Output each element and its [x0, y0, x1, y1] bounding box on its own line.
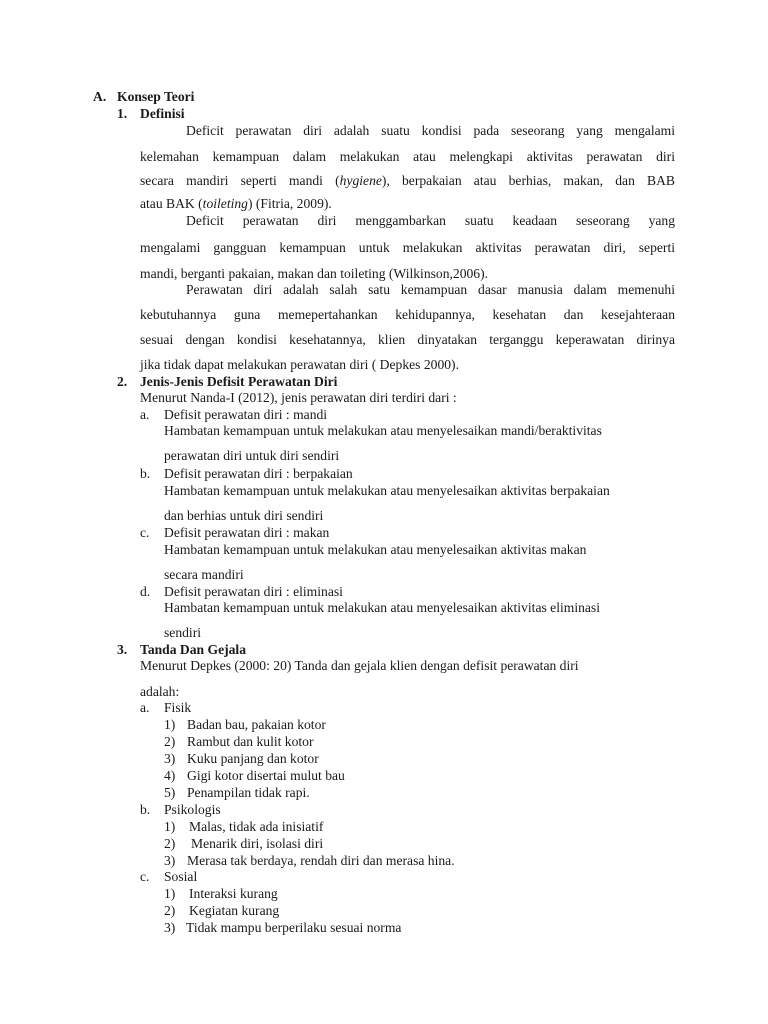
text-line: mengalami gangguan kemampuan untuk melakukan aktivitas perawatan diri, seperti	[140, 240, 675, 255]
list-letter: b.	[140, 466, 151, 481]
tanda-number: 3.	[117, 642, 128, 657]
list-item: Merasa tak berdaya, rendah diri dan merasa hina.	[187, 853, 455, 868]
list-number: 3)	[164, 920, 176, 935]
list-item: Menarik diri, isolasi diri	[191, 836, 324, 851]
toileting-term: toileting	[202, 196, 248, 211]
list-number: 2)	[164, 836, 176, 851]
group-title: Fisik	[164, 700, 192, 715]
list-number: 2)	[164, 903, 176, 918]
text-line: Deficit perawatan diri adalah suatu kondisi pada seseorang yang mengalami	[186, 123, 675, 138]
list-item-desc: sendiri	[164, 625, 201, 640]
jenis-number: 2.	[117, 374, 128, 389]
tanda-intro: adalah:	[140, 684, 180, 699]
list-number: 1)	[164, 886, 176, 901]
list-letter: d.	[140, 584, 151, 599]
list-item-title: Defisit perawatan diri : makan	[164, 525, 330, 540]
list-number: 2)	[164, 734, 176, 749]
list-number: 3)	[164, 751, 176, 766]
jenis-title: Jenis-Jenis Defisit Perawatan Diri	[140, 374, 338, 389]
text-line: Deficit perawatan diri menggambarkan suatu keadaan seseorang yang	[186, 213, 675, 228]
section-a-letter: A.	[93, 89, 107, 104]
list-number: 3)	[164, 853, 176, 868]
list-item: Tidak mampu berperilaku sesuai norma	[186, 920, 402, 935]
list-item-desc: dan berhias untuk diri sendiri	[164, 508, 324, 523]
list-item-desc: Hambatan kemampuan untuk melakukan atau menyelesaikan mandi/beraktivitas	[164, 423, 602, 438]
list-number: 1)	[164, 819, 176, 834]
list-letter: c.	[140, 525, 150, 540]
list-item: Badan bau, pakaian kotor	[187, 717, 326, 732]
list-item: Penampilan tidak rapi.	[187, 785, 310, 800]
list-item: Kegiatan kurang	[189, 903, 280, 918]
text-line: secara mandiri seperti mandi (hygiene), berpakaian atau berhias, makan, dan BAB	[140, 173, 675, 188]
list-item-title: Defisit perawatan diri : mandi	[164, 407, 328, 422]
text-line: kelemahan kemampuan dalam melakukan atau melengkapi aktivitas perawatan diri	[140, 149, 675, 164]
text-line: Perawatan diri adalah salah satu kemampuan dasar manusia dalam memenuhi	[186, 282, 675, 297]
list-letter: c.	[140, 869, 150, 884]
list-item-desc: Hambatan kemampuan untuk melakukan atau menyelesaikan aktivitas eliminasi	[164, 600, 600, 615]
list-item-desc: Hambatan kemampuan untuk melakukan atau menyelesaikan aktivitas berpakaian	[164, 483, 610, 498]
list-item: Interaksi kurang	[189, 886, 278, 901]
list-item-title: Defisit perawatan diri : berpakaian	[164, 466, 353, 481]
definisi-number: 1.	[117, 106, 128, 121]
list-number: 1)	[164, 717, 176, 732]
list-item: Kuku panjang dan kotor	[187, 751, 319, 766]
tanda-title: Tanda Dan Gejala	[140, 642, 247, 657]
section-a-title: Konsep Teori	[117, 89, 195, 104]
jenis-intro: Menurut Nanda-I (2012), jenis perawatan diri terdiri dari :	[140, 390, 457, 405]
text-line: atau BAK (toileting) (Fitria, 2009).	[140, 196, 332, 211]
text-line: mandi, berganti pakaian, makan dan toileting (Wilkinson,2006).	[140, 266, 489, 281]
definisi-title: Definisi	[140, 106, 185, 121]
text-line: kebutuhannya guna memepertahankan kehidupannya, kesehatan dan kesejahteraan	[140, 307, 675, 322]
hygiene-term: hygiene	[339, 173, 382, 188]
list-item-desc: perawatan diri untuk diri sendiri	[164, 448, 340, 463]
list-item-desc: secara mandiri	[164, 567, 244, 582]
list-item-desc: Hambatan kemampuan untuk melakukan atau menyelesaikan aktivitas makan	[164, 542, 587, 557]
list-number: 5)	[164, 785, 176, 800]
list-item: Malas, tidak ada inisiatif	[189, 819, 324, 834]
list-item: Gigi kotor disertai mulut bau	[187, 768, 345, 783]
list-item: Rambut dan kulit kotor	[187, 734, 314, 749]
text-line: jika tidak dapat melakukan perawatan diri ( Depkes 2000).	[140, 357, 459, 372]
list-number: 4)	[164, 768, 176, 783]
list-letter: b.	[140, 802, 151, 817]
list-letter: a.	[140, 700, 150, 715]
list-letter: a.	[140, 407, 150, 422]
group-title: Psikologis	[164, 802, 221, 817]
list-item-title: Defisit perawatan diri : eliminasi	[164, 584, 343, 599]
text-line: sesuai dengan kondisi kesehatannya, klien dinyatakan terganggu keperawatan dirinya	[140, 332, 675, 347]
tanda-intro: Menurut Depkes (2000: 20) Tanda dan gejala klien dengan defisit perawatan diri	[140, 658, 579, 673]
group-title: Sosial	[164, 869, 198, 884]
